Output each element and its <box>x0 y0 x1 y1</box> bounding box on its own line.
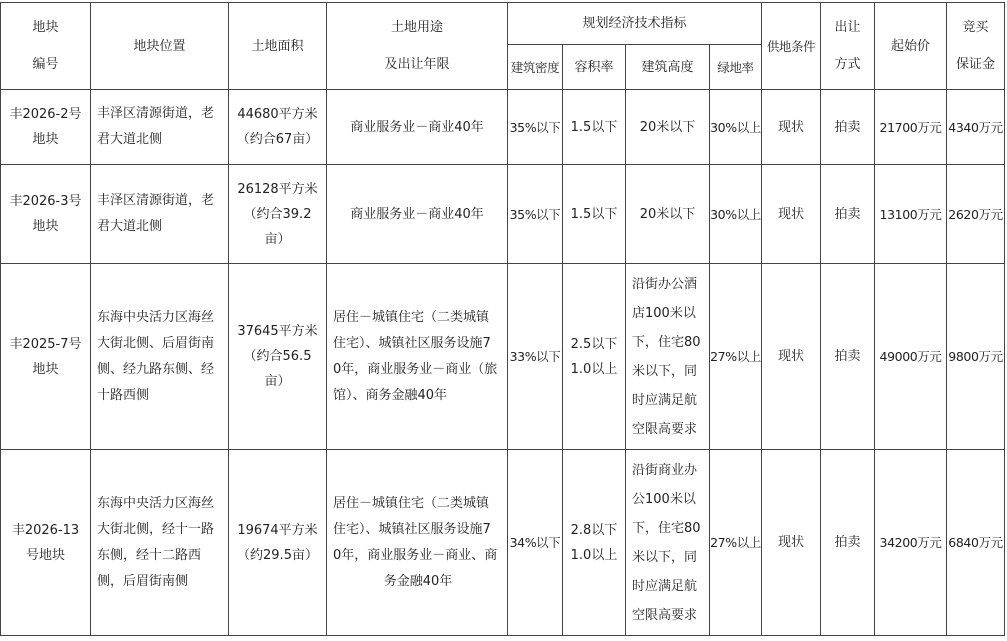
cell-deposit: 6840万元 <box>947 450 1005 636</box>
cell-land-use: 居住－城镇住宅（二类城镇 住宅）、城镇社区服务设施7 0年，商业服务业－商业（旅 馆）、商务金融40年 <box>327 264 508 450</box>
cell-supply: 现状 <box>762 165 821 264</box>
cell-height: 20米以下 <box>626 165 710 264</box>
header-area: 土地面积 <box>229 3 327 90</box>
cell-location: 东海中央活力区海丝 大街北侧、后眉街南 侧、经九路东侧、经 十路西侧 <box>91 264 229 450</box>
cell-method: 拍卖 <box>821 90 875 165</box>
cell-method: 拍卖 <box>821 165 875 264</box>
cell-start-price: 34200万元 <box>875 450 947 636</box>
cell-supply: 现状 <box>762 90 821 165</box>
cell-method: 拍卖 <box>821 450 875 636</box>
cell-density: 35%以下 <box>508 165 563 264</box>
header-density: 建筑密度 <box>508 45 563 90</box>
cell-area: 44680平方米 （约合67亩） <box>229 90 327 165</box>
header-deposit: 竞买 保证金 <box>947 3 1005 90</box>
header-start-price: 起始价 <box>875 3 947 90</box>
header-location: 地块位置 <box>91 3 229 90</box>
table-row <box>1 165 1005 264</box>
cell-green: 27%以上 <box>710 264 762 450</box>
cell-supply: 现状 <box>762 450 821 636</box>
cell-density: 35%以下 <box>508 90 563 165</box>
cell-height: 沿街商业办 公100米以 下，住宅80 米以下，同 时应满足航 空限高要求 <box>626 450 710 636</box>
cell-method: 拍卖 <box>821 264 875 450</box>
cell-supply: 现状 <box>762 264 821 450</box>
header-land-use: 土地用途 及出让年限 <box>327 3 508 90</box>
cell-deposit: 4340万元 <box>947 90 1005 165</box>
land-parcel-table <box>0 2 1005 636</box>
cell-land-use: 商业服务业－商业40年 <box>327 165 508 264</box>
header-height: 建筑高度 <box>626 45 710 90</box>
cell-location: 东海中央活力区海丝 大街北侧，经十一路 东侧，经十二路西 侧，后眉街南侧 <box>91 450 229 636</box>
cell-deposit: 2620万元 <box>947 165 1005 264</box>
cell-location: 丰泽区清源街道，老 君大道北侧 <box>91 90 229 165</box>
header-far: 容积率 <box>563 45 626 90</box>
cell-far: 2.8以下 1.0以上 <box>563 450 626 636</box>
cell-far: 1.5以下 <box>563 165 626 264</box>
header-transfer-method: 出让 方式 <box>821 3 875 90</box>
cell-parcel-no: 丰2026-2号 地块 <box>1 90 91 165</box>
cell-land-use: 居住－城镇住宅（二类城镇 住宅）、城镇社区服务设施7 0年，商业服务业－商业、商 务金融40年 <box>327 450 508 636</box>
cell-location: 丰泽区清源街道，老 君大道北侧 <box>91 165 229 264</box>
header-indicators: 规划经济技术指标 <box>508 3 762 45</box>
cell-density: 33%以下 <box>508 264 563 450</box>
cell-area: 37645平方米 （约合56.5 亩） <box>229 264 327 450</box>
cell-area: 26128平方米 （约合39.2 亩） <box>229 165 327 264</box>
header-green: 绿地率 <box>710 45 762 90</box>
header-parcel-no: 地块 编号 <box>1 3 91 90</box>
cell-start-price: 13100万元 <box>875 165 947 264</box>
table-row <box>1 264 1005 450</box>
cell-deposit: 9800万元 <box>947 264 1005 450</box>
cell-height: 20米以下 <box>626 90 710 165</box>
cell-green: 30%以上 <box>710 90 762 165</box>
cell-height: 沿街办公酒 店100米以 下，住宅80 米以下，同 时应满足航 空限高要求 <box>626 264 710 450</box>
cell-far: 2.5以下 1.0以上 <box>563 264 626 450</box>
cell-far: 1.5以下 <box>563 90 626 165</box>
cell-start-price: 49000万元 <box>875 264 947 450</box>
cell-start-price: 21700万元 <box>875 90 947 165</box>
cell-density: 34%以下 <box>508 450 563 636</box>
cell-parcel-no: 丰2025-7号 地块 <box>1 264 91 450</box>
cell-land-use: 商业服务业－商业40年 <box>327 90 508 165</box>
header-supply-condition: 供地条件 <box>762 3 821 90</box>
cell-parcel-no: 丰2026-13 号地块 <box>1 450 91 636</box>
cell-green: 27%以上 <box>710 450 762 636</box>
cell-green: 30%以上 <box>710 165 762 264</box>
table-row <box>1 90 1005 165</box>
cell-area: 19674平方米 （约29.5亩） <box>229 450 327 636</box>
table-row <box>1 450 1005 636</box>
cell-parcel-no: 丰2026-3号 地块 <box>1 165 91 264</box>
